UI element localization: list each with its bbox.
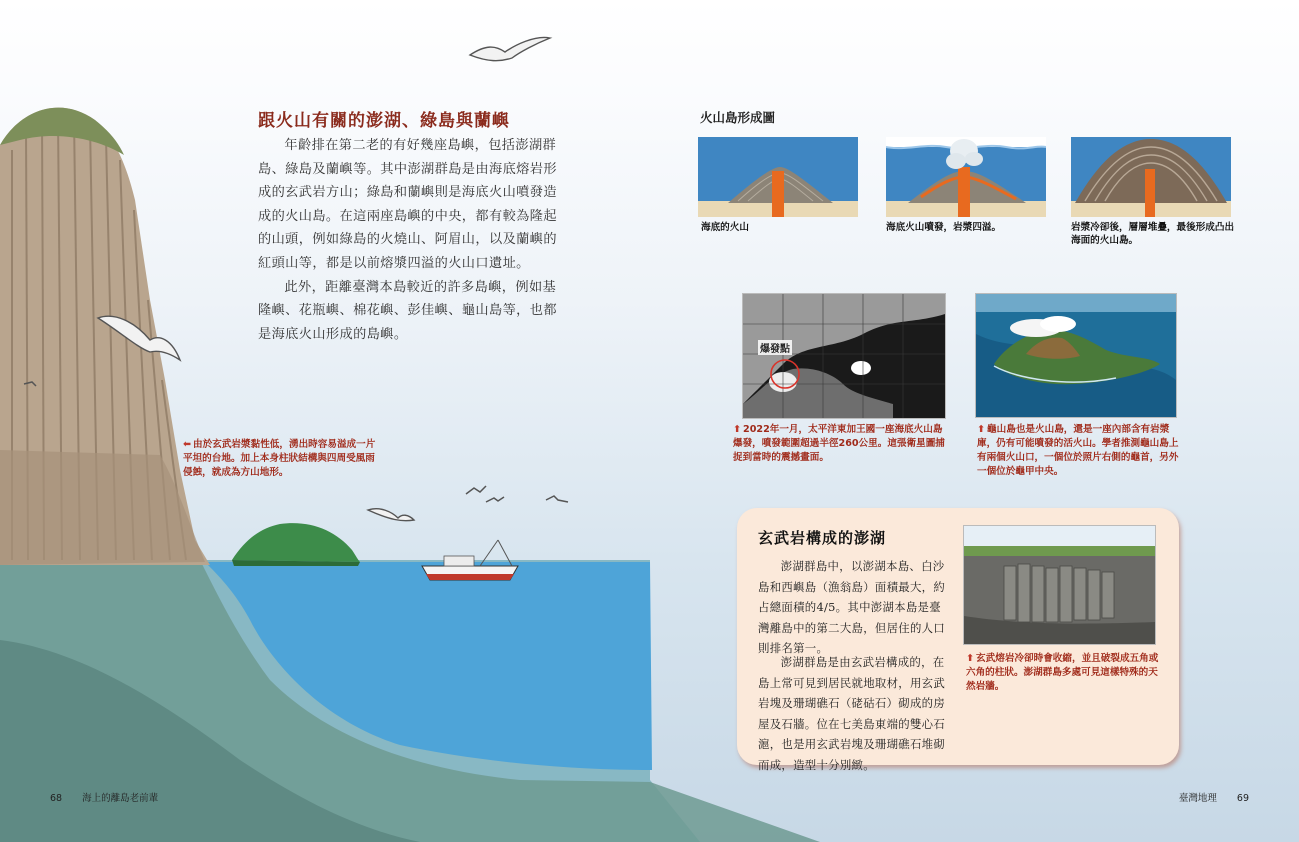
footer-left-title: 海上的離島老前輩 [82, 793, 159, 804]
arrow-up-icon: ⬆ [733, 424, 742, 435]
arrow-up-icon: ⬆ [977, 424, 986, 435]
diagram-panel-1 [698, 137, 858, 217]
inset-paragraph: 澎湖群島中，以澎湖本島、白沙島和西嶼島（漁翁島）面積最大，約占總面積的4/5。其中澎湖本島是臺灣離島中的第二大島，但居住的人口則排名第一。 [758, 559, 946, 656]
cliff-caption: ⬅ 由於玄武岩漿黏性低，湧出時容易溢成一片平坦的台地。加上本身柱狀結構與四周受風雨侵蝕，就成為方山地形。 [183, 439, 376, 478]
satellite-caption: ⬆ 2022年一月，太平洋東加王國一座海底火山島爆發，噴發範圍超過半徑260公里。這張衛星圖捕捉到當時的震撼畫面。 [733, 424, 945, 463]
page-number-right: 69 [1236, 793, 1249, 804]
satellite-marker-label: 爆發點 [758, 340, 792, 355]
footer-left [50, 790, 158, 804]
body-text [258, 134, 568, 346]
arrow-left-icon: ⬅ [183, 439, 192, 450]
inset-paragraph: 澎湖群島是由玄武岩構成的，在島上常可見到居民就地取材，用玄武岩塊及珊瑚礁石（硓𥑮石）砌成的房屋及石牆。位在七美島東端的雙心石滬，也是用玄武岩塊及珊瑚礁石堆砌而成，造型十分別緻。 [758, 655, 946, 772]
guishan-island-photo [975, 293, 1177, 418]
inset-paragraph-1-block [758, 556, 948, 659]
footer-right [1179, 790, 1249, 804]
body-paragraph: 此外，距離臺灣本島較近的許多島嶼，例如基隆嶼、花瓶嶼、棉花嶼、彭佳嶼、龜山島等，也都是海底火山形成的島嶼。 [258, 279, 557, 342]
basalt-photo-caption: ⬆ 玄武熔岩冷卻時會收縮，並且破裂成五角或六角的柱狀。澎湖群島多處可見這樣特殊的天然岩牆。 [966, 653, 1159, 692]
diagram-label-2: 海底火山噴發，岩漿四溢。 [886, 222, 1002, 233]
basalt-columns-photo [963, 525, 1156, 645]
diagram-panel-2 [886, 137, 1046, 217]
section-heading: 跟火山有關的澎湖、綠島與蘭嶼 [258, 111, 510, 131]
diagram-label-1: 海底的火山 [701, 222, 749, 233]
arrow-up-icon: ⬆ [966, 653, 975, 664]
page-number-left: 68 [50, 793, 63, 804]
inset-title: 玄武岩構成的澎湖 [758, 529, 887, 547]
diagram-label-3: 岩漿冷卻後，層層堆疊，最後形成凸出海面的火山島。 [1071, 222, 1235, 246]
satellite-image [742, 293, 946, 419]
guishan-caption: ⬆ 龜山島也是火山島，還是一座內部含有岩漿庫，仍有可能噴發的活火山。學者推測龜山島上有兩個火山口，一個位於照片右側的龜首，另外一個位於龜甲中央。 [977, 424, 1179, 477]
diagram-title: 火山島形成圖 [700, 110, 776, 125]
diagram-panel-3 [1071, 137, 1231, 217]
footer-right-title: 臺灣地理 [1178, 793, 1217, 804]
body-paragraph: 年齡排在第二老的有好幾座島嶼，包括澎湖群島、綠島及蘭嶼等。其中澎湖群島是由海底熔岩形成的玄武岩方山；綠島和蘭嶼則是海底火山噴發造成的火山島。在這兩座島嶼的中央，都有較為隆起的山頭，例如綠島的火燒山、阿眉山，以及蘭嶼的紅頭山等，都是以前熔漿四溢的火山口遺址。 [258, 138, 557, 271]
